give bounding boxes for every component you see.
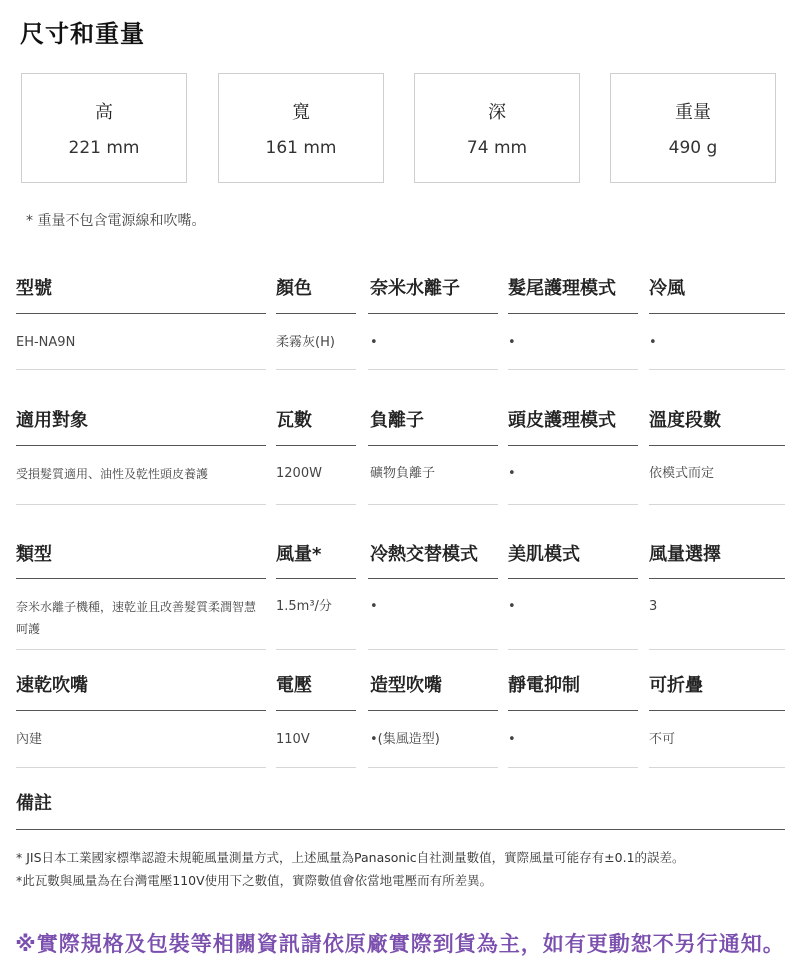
spec-header: 可折疊 xyxy=(649,675,703,696)
header-underline xyxy=(368,445,498,446)
row-divider xyxy=(368,369,498,370)
row-divider xyxy=(649,369,785,370)
spec-header: 型號 xyxy=(16,278,52,299)
row-divider xyxy=(276,649,356,650)
spec-value: • xyxy=(649,335,657,350)
header-underline xyxy=(508,710,638,711)
spec-header: 髮尾護理模式 xyxy=(508,278,616,299)
row-divider xyxy=(368,504,498,505)
spec-value: • xyxy=(508,335,516,350)
dimension-value: 221 mm xyxy=(68,138,140,158)
spec-value: •(集風造型) xyxy=(370,732,440,747)
row-divider xyxy=(276,369,356,370)
spec-value: • xyxy=(508,599,516,614)
dimension-value: 74 mm xyxy=(466,138,528,158)
row-divider xyxy=(508,504,638,505)
dimension-box-height xyxy=(21,73,187,183)
dimension-box-weight xyxy=(610,73,776,183)
remarks-block xyxy=(16,846,685,892)
dimension-label: 深 xyxy=(488,102,506,123)
header-underline xyxy=(649,710,785,711)
header-underline xyxy=(368,578,498,579)
row-divider xyxy=(508,369,638,370)
spec-header: 溫度段數 xyxy=(649,410,721,431)
row-divider xyxy=(368,767,498,768)
header-underline xyxy=(649,578,785,579)
spec-header: 電壓 xyxy=(276,675,312,696)
header-underline xyxy=(368,313,498,314)
header-underline xyxy=(276,445,356,446)
spec-value: 內建 xyxy=(16,732,43,747)
row-divider xyxy=(276,504,356,505)
spec-value: • xyxy=(508,466,516,481)
row-divider xyxy=(508,649,638,650)
spec-header: 頭皮護理模式 xyxy=(508,410,616,431)
spec-header: 冷熱交替模式 xyxy=(370,544,478,565)
spec-header: 顏色 xyxy=(276,278,312,299)
spec-value: • xyxy=(370,335,378,350)
spec-value: 依模式而定 xyxy=(649,466,715,481)
dimension-label: 寬 xyxy=(292,102,310,123)
header-underline xyxy=(276,313,356,314)
spec-header: 速乾吹嘴 xyxy=(16,675,88,696)
spec-header: 冷風 xyxy=(649,278,685,299)
spec-header: 風量* xyxy=(276,544,322,565)
row-divider xyxy=(16,369,266,370)
section-title: 尺寸和重量 xyxy=(20,20,145,48)
row-divider xyxy=(649,504,785,505)
spec-header: 適用對象 xyxy=(16,410,88,431)
spec-value: 1200W xyxy=(276,466,322,481)
spec-value: 受損髮質適用、油性及乾性頭皮養護 xyxy=(16,467,209,481)
spec-value: 110V xyxy=(276,732,310,747)
remark-line: *此瓦數與風量為在台灣電壓110V使用下之數值，實際數值會依當地電壓而有所差異。 xyxy=(16,873,493,888)
header-underline xyxy=(16,578,266,579)
remarks-underline xyxy=(16,829,785,830)
spec-value: • xyxy=(370,599,378,614)
spec-header: 造型吹嘴 xyxy=(370,675,442,696)
dimension-value: 490 g xyxy=(668,138,718,158)
header-underline xyxy=(16,445,266,446)
spec-header: 風量選擇 xyxy=(649,544,721,565)
spec-value: • xyxy=(508,732,516,747)
spec-value: 礦物負離子 xyxy=(370,466,436,481)
header-underline xyxy=(649,313,785,314)
row-divider xyxy=(16,649,266,650)
row-divider xyxy=(649,767,785,768)
header-underline xyxy=(16,313,266,314)
dimension-box-width xyxy=(218,73,384,183)
spec-value: 1.5m³/分 xyxy=(276,599,332,614)
row-divider xyxy=(508,767,638,768)
dimension-label: 重量 xyxy=(675,102,711,123)
weight-note: * 重量不包含電源線和吹嘴。 xyxy=(26,213,206,229)
dimension-box-depth xyxy=(414,73,580,183)
spec-value: 奈米水離子機種，速乾並且改善髮質柔潤智慧呵護 xyxy=(16,600,257,636)
spec-header: 類型 xyxy=(16,544,52,565)
header-underline xyxy=(368,710,498,711)
remarks-heading: 備註 xyxy=(16,793,52,814)
header-underline xyxy=(508,445,638,446)
row-divider xyxy=(368,649,498,650)
header-underline xyxy=(649,445,785,446)
header-underline xyxy=(16,710,266,711)
remark-line: * JIS日本工業國家標準認證未規範風量測量方式，上述風量為Panasonic自社測量數值，實際風量可能存有±0.1的誤差。 xyxy=(16,850,685,865)
spec-value: 不可 xyxy=(649,732,676,747)
spec-header: 負離子 xyxy=(370,410,424,431)
spec-header: 靜電抑制 xyxy=(508,675,580,696)
row-divider xyxy=(649,649,785,650)
spec-value: EH-NA9N xyxy=(16,335,76,350)
row-divider xyxy=(16,767,266,768)
spec-header: 瓦數 xyxy=(276,410,312,431)
spec-value: 柔霧灰(H) xyxy=(276,335,335,350)
dimension-label: 高 xyxy=(95,102,113,123)
header-underline xyxy=(276,710,356,711)
spec-header: 奈米水離子 xyxy=(370,278,460,299)
header-underline xyxy=(508,578,638,579)
spec-value: 3 xyxy=(649,599,658,614)
row-divider xyxy=(276,767,356,768)
header-underline xyxy=(508,313,638,314)
header-underline xyxy=(276,578,356,579)
footer-notice: ※實際規格及包裝等相關資訊請依原廠實際到貨為主，如有更動恕不另行通知。 xyxy=(15,932,785,956)
row-divider xyxy=(16,504,266,505)
spec-header: 美肌模式 xyxy=(508,544,580,565)
dimension-value: 161 mm xyxy=(265,138,337,158)
